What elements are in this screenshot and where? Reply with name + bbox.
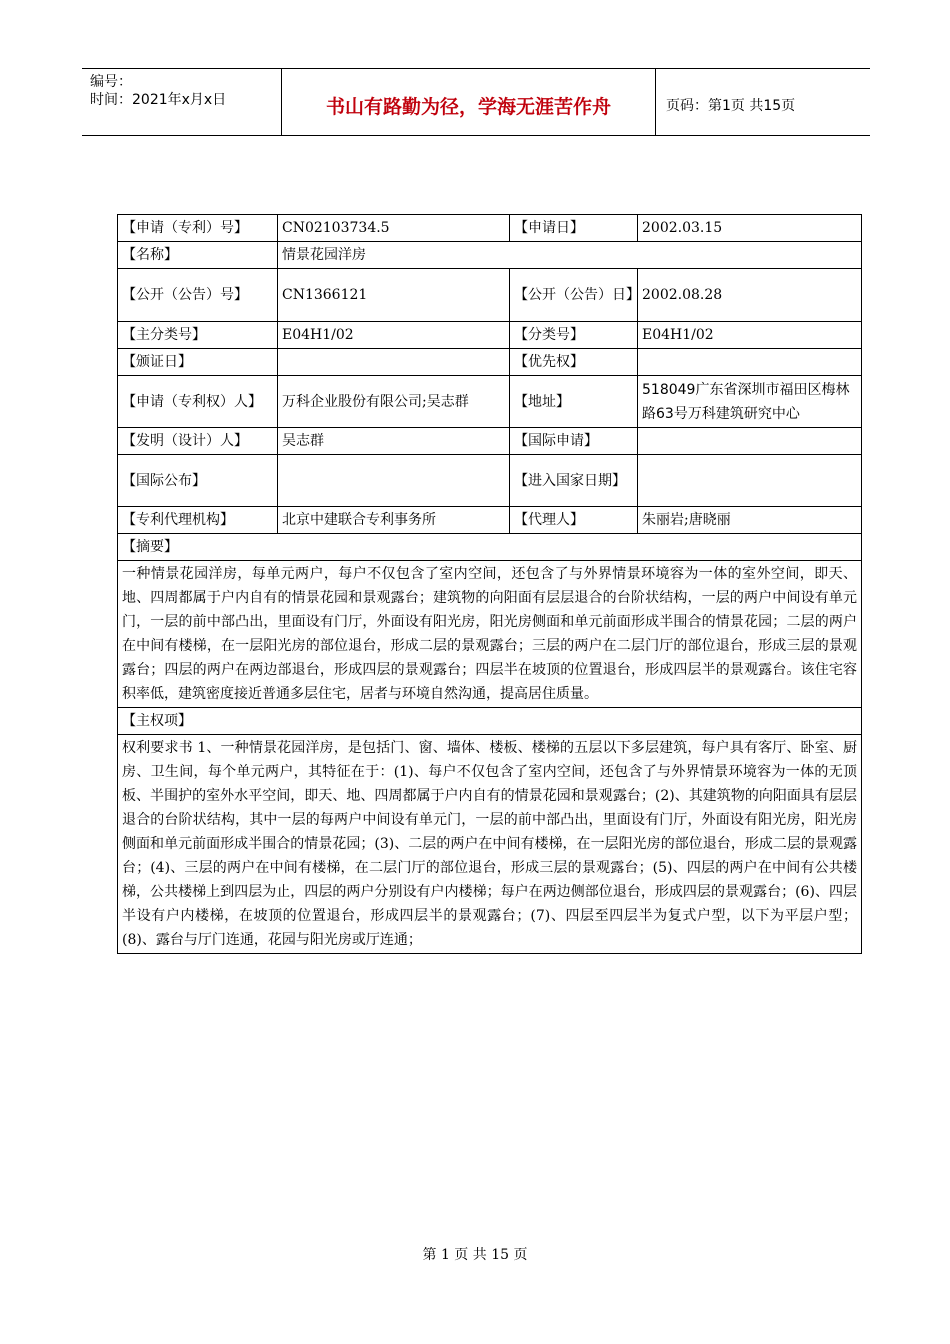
priority-label: 【优先权】 <box>510 349 638 376</box>
table-row <box>118 455 862 507</box>
intl-publication-value <box>278 455 510 507</box>
claims-label: 【主权项】 <box>118 708 862 735</box>
inventor-value: 吴志群 <box>278 428 510 455</box>
doc-number-label: 编号： <box>90 74 132 90</box>
applicant-label: 【申请（专利权）人】 <box>118 376 278 428</box>
publication-number-value: CN1366121 <box>278 269 510 322</box>
main-class-label: 【主分类号】 <box>118 322 278 349</box>
table-row <box>118 561 862 708</box>
certificate-date-value <box>278 349 510 376</box>
table-row <box>118 708 862 735</box>
address-value: 518049广东省深圳市福田区梅林路63号万科建筑研究中心 <box>638 376 862 428</box>
abstract-label: 【摘要】 <box>118 534 862 561</box>
address-label: 【地址】 <box>510 376 638 428</box>
publication-number-label: 【公开（公告）号】 <box>118 269 278 322</box>
publication-date-label: 【公开（公告）日】 <box>510 269 638 322</box>
application-date-label: 【申请日】 <box>510 215 638 242</box>
table-row <box>118 349 862 376</box>
table-row <box>118 507 862 534</box>
abstract-text: 一种情景花园洋房，每单元两户，每户不仅包含了室内空间，还包含了与外界情景环境容为一体的室外空间，即天、地、四周都属于户内自有的情景花园和景观露台；建筑物的向阳面有层层退合的台阶状结构，一层的两户中间设有单元门，一层的前中部凸出，里面设有门厅，外面设有阳光房，阳光房侧面和单元前面形成半围合的情景花园；二层的两户在中间有楼梯，在一层阳光房的部位退台，形成二层的景观露台；三层的两户在二层门厅的部位退台，形成三层的景观露台；四层的两户在两边部退台，形成四层的景观露台；四层半在坡顶的位置退台，形成四层半的景观露台。该住宅容积率低，建筑密度接近普通多层住宅，居者与环境自然沟通，提高居住质量。 <box>118 561 862 708</box>
main-class-value: E04H1/02 <box>278 322 510 349</box>
national-entry-value <box>638 455 862 507</box>
class-label: 【分类号】 <box>510 322 638 349</box>
header-meta <box>82 69 282 135</box>
application-number-label: 【申请（专利）号】 <box>118 215 278 242</box>
applicant-value: 万科企业股份有限公司;吴志群 <box>278 376 510 428</box>
table-row <box>118 269 862 322</box>
claims-text: 权利要求书 1、一种情景花园洋房，是包括门、窗、墙体、楼板、楼梯的五层以下多层建筑，每户具有客厅、卧室、厨房、卫生间，每个单元两户，其特征在于：(1)、每户不仅包含了室内空间，还包含了与外界情景环境容为一体的无顶板、半围护的室外水平空间，即天、地、四周都属于户内自有的情景花园和景观露台；(2)、其建筑物的向阳面具有层层退合的台阶状结构，其中一层的每两户中间设有单元门，一层的前中部凸出，里面设有门厅，外面设有阳光房，阳光房侧面和单元前面形成半围合的情景花园；(3)、二层的两户在中间有楼梯，在一层阳光房的部位退台，形成二层的景观露台；(4)、三层的两户在中间有楼梯，在二层门厅的部位退台，形成三层的景观露台；(5)、四层的两户在中间有公共楼梯，公共楼梯上到四层为止，四层的两户分别设有户内楼梯；每户在两边侧部位退台，形成四层的景观露台；(6)、四层半设有户内楼梯，在坡顶的位置退台，形成四层半的景观露台；(7)、四层至四层半为复式户型，以下为平层户型；(8)、露台与厅门连通，花园与阳光房或厅连通； <box>118 735 862 954</box>
class-value: E04H1/02 <box>638 322 862 349</box>
agent-label: 【代理人】 <box>510 507 638 534</box>
title-label: 【名称】 <box>118 242 278 269</box>
application-number-value: CN02103734.5 <box>278 215 510 242</box>
page-header <box>82 68 870 136</box>
application-date-value: 2002.03.15 <box>638 215 862 242</box>
certificate-date-label: 【颁证日】 <box>118 349 278 376</box>
doc-time-label: 时间：2021年x月x日 <box>90 92 227 108</box>
title-value: 情景花园洋房 <box>278 242 862 269</box>
publication-date-value: 2002.08.28 <box>638 269 862 322</box>
table-row <box>118 376 862 428</box>
national-entry-label: 【进入国家日期】 <box>510 455 638 507</box>
table-row <box>118 322 862 349</box>
table-row <box>118 428 862 455</box>
agency-value: 北京中建联合专利事务所 <box>278 507 510 534</box>
table-row <box>118 735 862 954</box>
header-page-info: 页码：第1页 共15页 <box>666 98 796 114</box>
priority-value <box>638 349 862 376</box>
page-footer: 第 1 页 共 15 页 <box>422 1247 528 1263</box>
intl-application-label: 【国际申请】 <box>510 428 638 455</box>
intl-application-value <box>638 428 862 455</box>
inventor-label: 【发明（设计）人】 <box>118 428 278 455</box>
patent-info-table <box>117 214 862 954</box>
agent-value: 朱丽岩;唐晓丽 <box>638 507 862 534</box>
intl-publication-label: 【国际公布】 <box>118 455 278 507</box>
table-row <box>118 242 862 269</box>
table-row <box>118 215 862 242</box>
table-row <box>118 534 862 561</box>
agency-label: 【专利代理机构】 <box>118 507 278 534</box>
header-motto: 书山有路勤为径，学海无涯苦作舟 <box>282 69 656 135</box>
